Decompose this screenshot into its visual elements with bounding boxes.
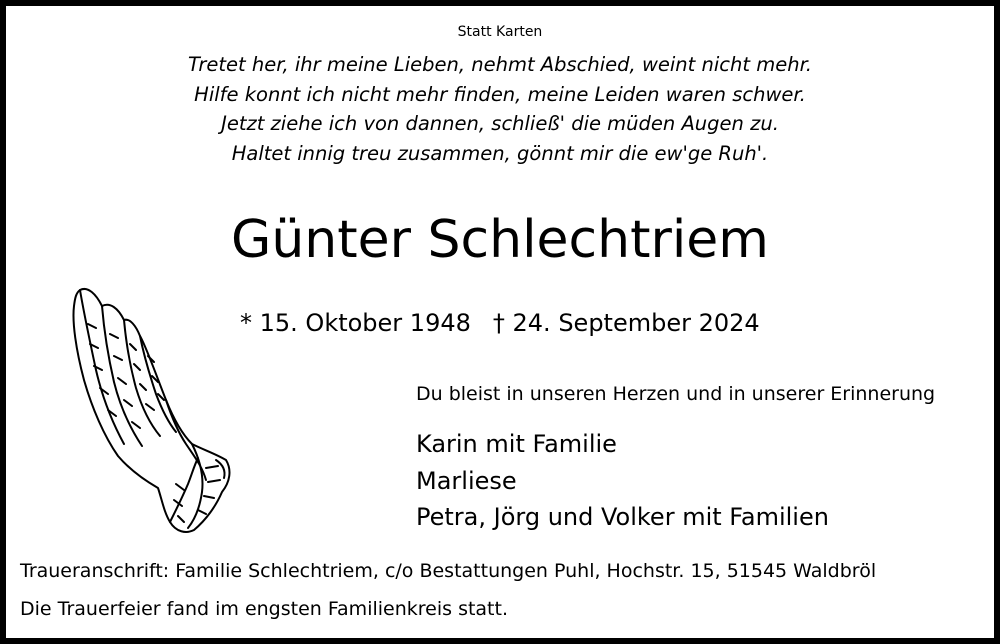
funeral-service-note: Die Trauerfeier fand im engsten Familienkreis statt. [20, 598, 508, 620]
life-dates [240, 309, 760, 337]
poem [6, 50, 994, 168]
mourners-list [416, 426, 829, 536]
deceased-name: Günter Schlechtriem [231, 210, 769, 270]
poem-line: Hilfe konnt ich nicht mehr finden, meine Leiden waren schwer. [194, 82, 806, 106]
remembrance-text: Du bleist in unseren Herzen und in unserer Erinnerung [416, 383, 936, 405]
header-text: Statt Karten [457, 24, 543, 40]
poem-line: Tretet her, ihr meine Lieben, nehmt Abschied, weint nicht mehr. [188, 53, 812, 76]
poem-line: Jetzt ziehe ich von dannen, schließ' die müden Augen zu. [221, 112, 779, 135]
poem-line: Haltet innig treu zusammen, gönnt mir die ew'ge Ruh'. [231, 141, 769, 165]
mourner: Petra, Jörg und Volker mit Familien [416, 503, 829, 531]
mourner: Marliese [416, 466, 517, 495]
death-date: † 24. September 2024 [492, 309, 760, 337]
mourning-address: Traueranschrift: Familie Schlechtriem, c/o Bestattungen Puhl, Hochstr. 15, 51545 Waldbröl [20, 560, 877, 582]
mourner: Karin mit Familie [416, 430, 617, 458]
birth-date: * 15. Oktober 1948 [240, 309, 471, 337]
praying-hands-icon [66, 284, 236, 536]
